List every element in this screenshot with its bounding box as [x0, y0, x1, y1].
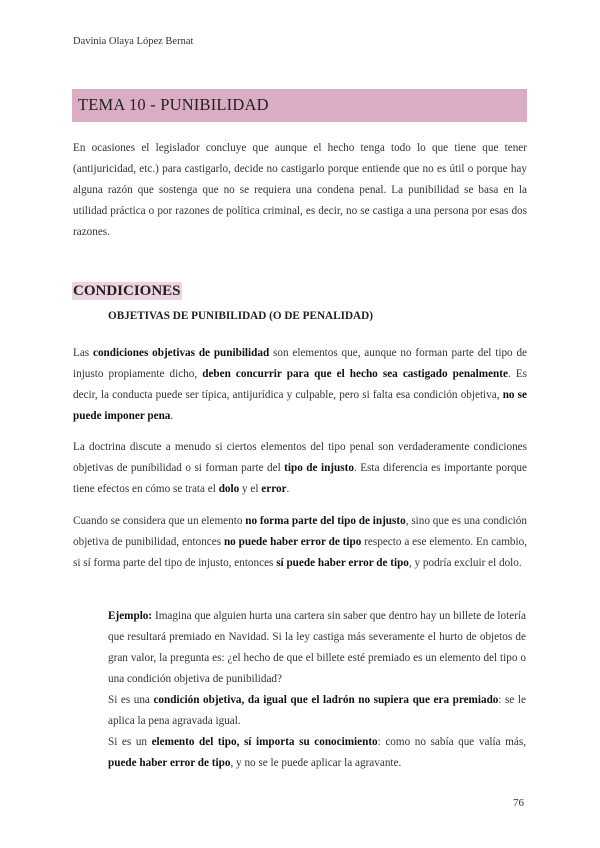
paragraph-doctrine: La doctrina discute a menudo si ciertos elementos del tipo penal son verdaderamente condiciones objetivas de punibilidad o si forman parte del tipo de injusto. Esta diferencia es importante porque tiene efectos en cómo se trata el dolo y el error.: [73, 441, 527, 495]
example-block: [108, 606, 526, 774]
header-author: Davinia Olaya López Bernat: [73, 36, 194, 47]
example-case-objective-condition: Si es una condición objetiva, da igual que el ladrón no supiera que era premiado: se le aplica la pena agravada igual.: [108, 694, 526, 727]
section-subheading: OBJETIVAS DE PUNIBILIDAD (O DE PENALIDAD): [108, 310, 373, 322]
chapter-title-bar: [72, 89, 527, 122]
example-intro: Ejemplo: Imagina que alguien hurta una cartera sin saber que dentro hay un billete de lotería que resultará premiado en Navidad. Si la ley castiga más severamente el hurto de objetos de gran valor, la pregunta es: ¿el hecho de que el billete esté premiado es un elemento del tipo o una condición objetiva de punibilidad?: [108, 610, 526, 685]
intro-paragraph: En ocasiones el legislador concluye que aunque el hecho tenga todo lo que tiene que tener (antijuricidad, etc.) para castigarlo, decide no castigarlo porque entiende que no es útil o porque hay alguna razón que sostenga que no se requiera una condena penal. La punibilidad se basa en la utilidad práctica o por razones de política criminal, es decir, no se castiga a una persona por esas dos razones.: [73, 142, 527, 238]
paragraph-conditions-definition: Las condiciones objetivas de punibilidad son elementos que, aunque no forman parte del tipo de injusto propiamente dicho, deben concurrir para que el hecho sea castigado penalmente. Es decir, la conducta puede ser típica, antijurídica y culpable, pero si falta esa condición objetiva, no se puede imponer pena.: [73, 347, 528, 422]
paragraph-error-de-tipo: Cuando se considera que un elemento no forma parte del tipo de injusto, sino que es una condición objetiva de punibilidad, entonces no puede haber error de tipo respecto a ese elemento. En cambio, si sí forma parte del tipo de injusto, entonces sí puede haber error de tipo, y podría excluir el dolo.: [73, 515, 527, 569]
chapter-title: TEMA 10 - PUNIBILIDAD: [78, 95, 269, 114]
page-number: 76: [513, 797, 524, 809]
example-case-type-element: Si es un elemento del tipo, sí importa su conocimiento: como no sabía que valía más, puede haber error de tipo, y no se le puede aplicar la agravante.: [108, 736, 527, 769]
section-heading: CONDICIONES: [73, 283, 181, 299]
